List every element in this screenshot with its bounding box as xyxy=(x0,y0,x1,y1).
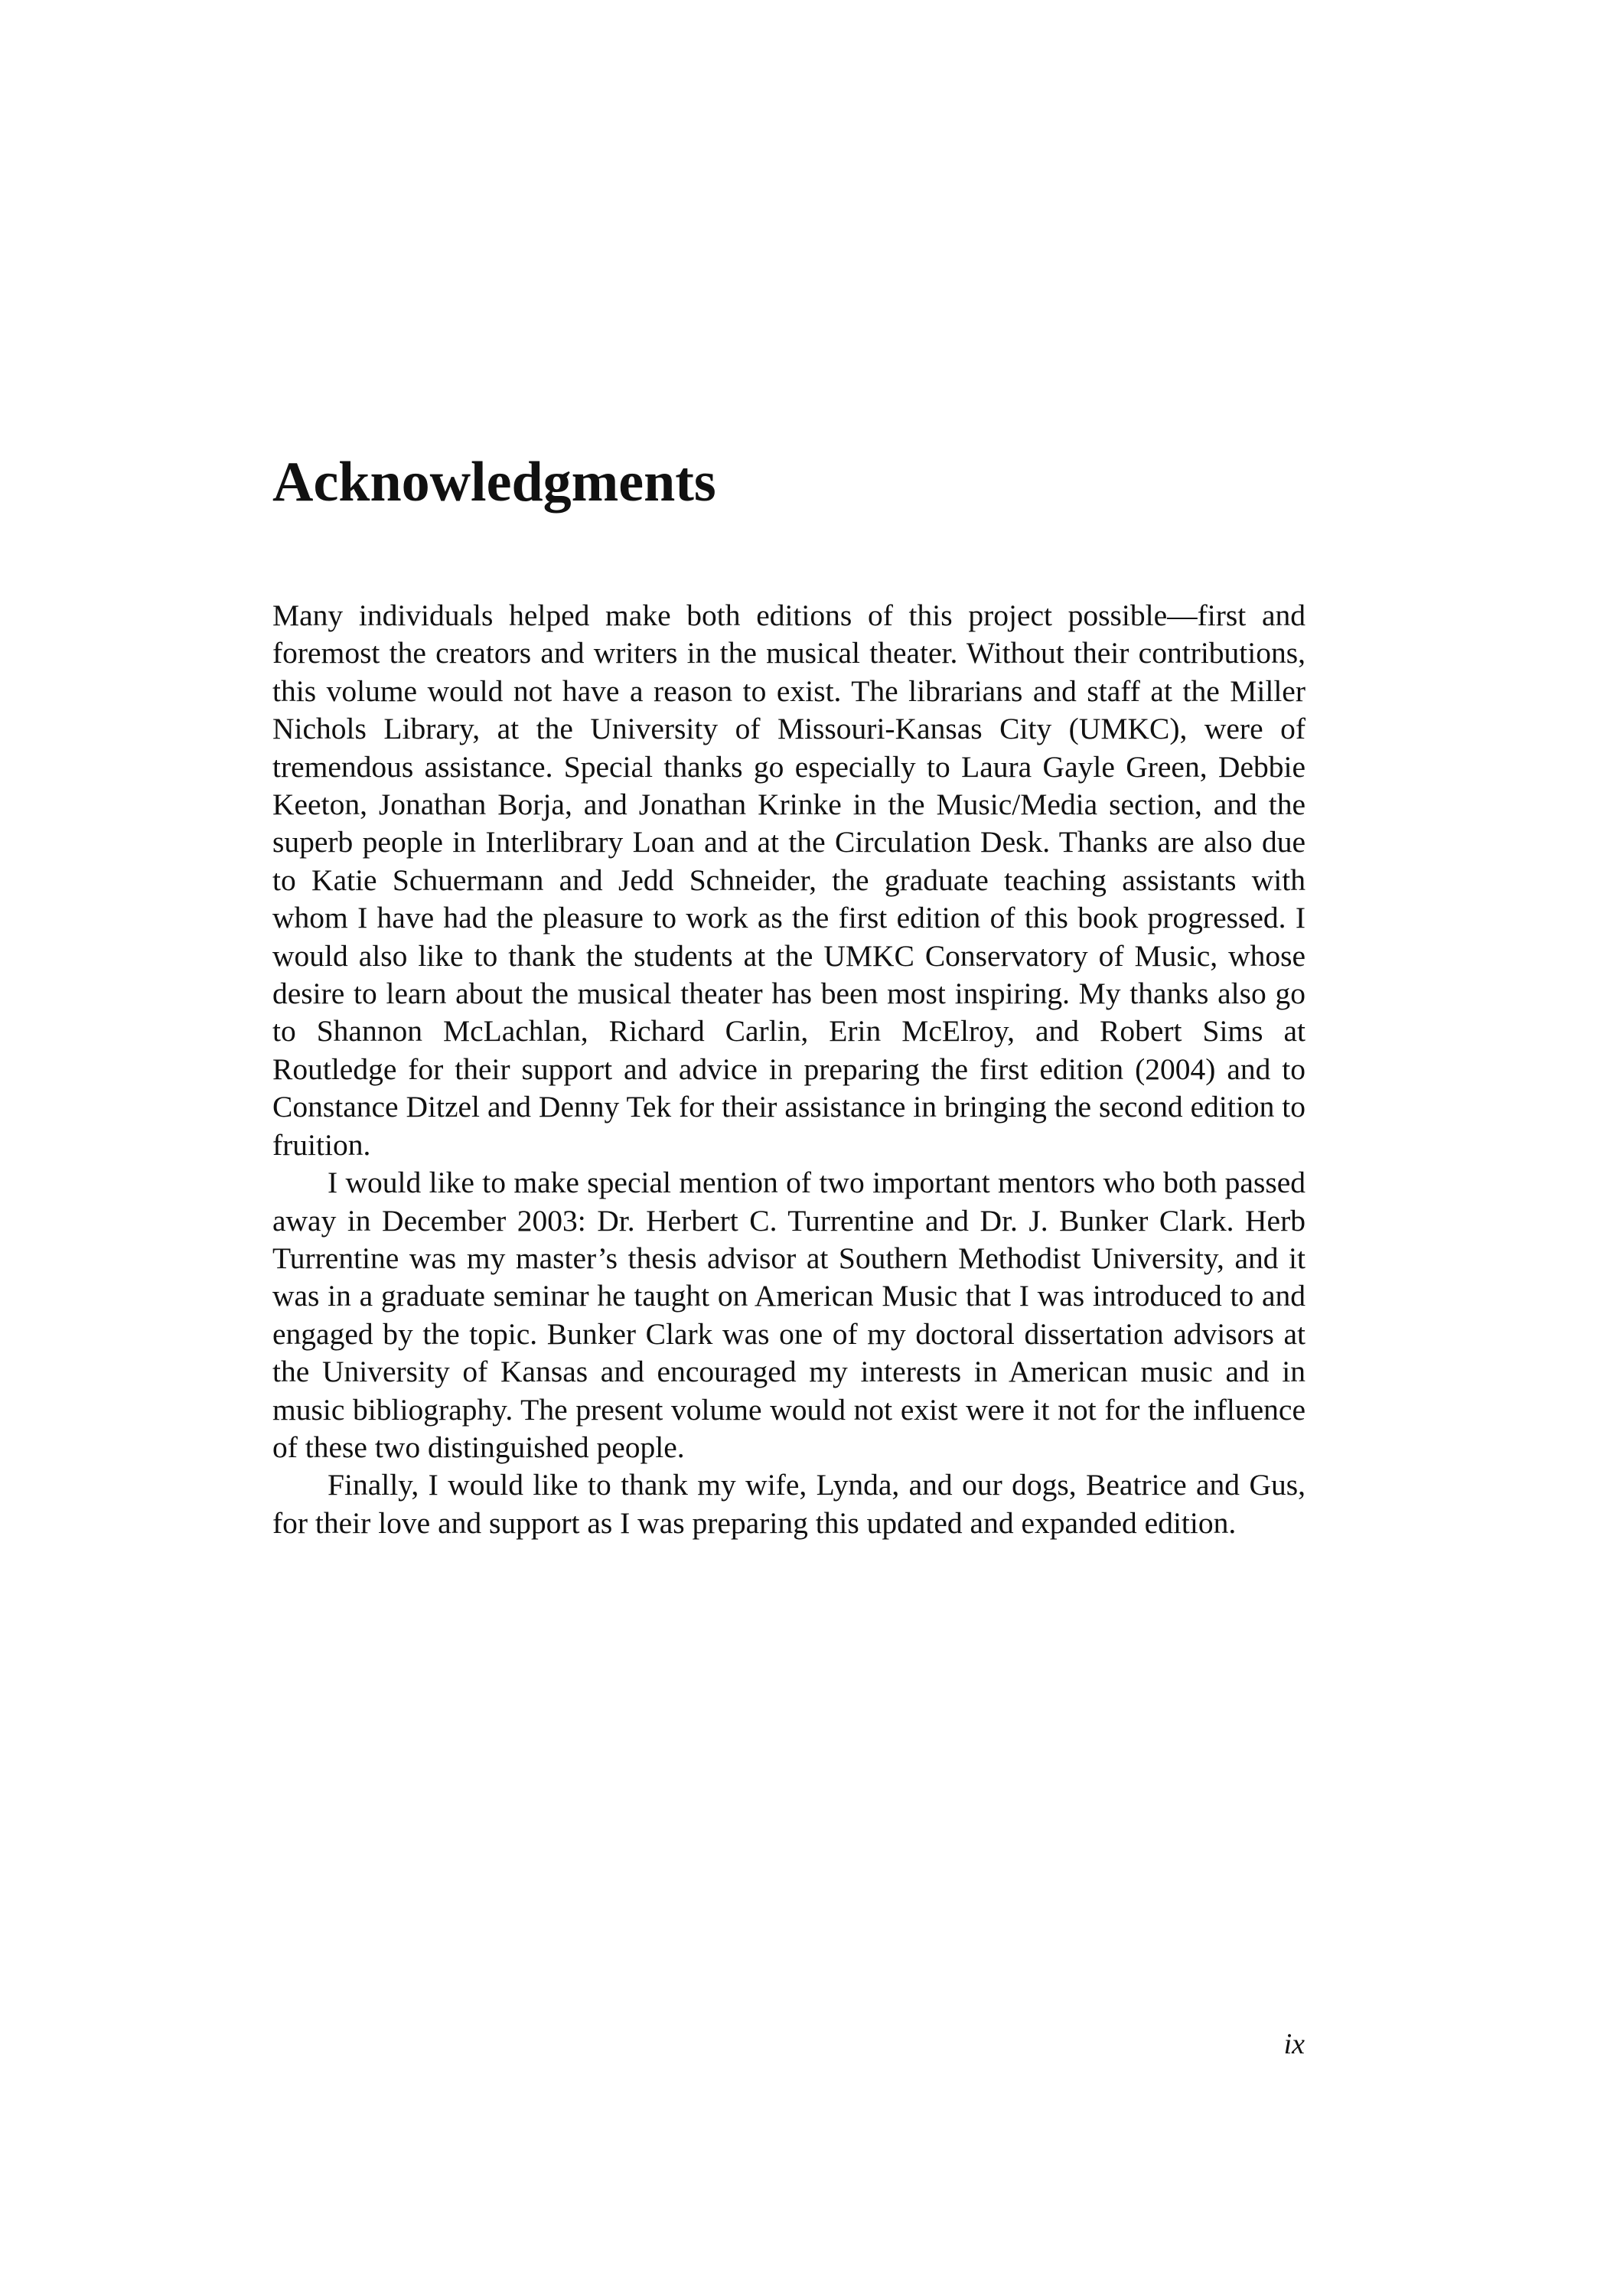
body-text xyxy=(272,597,1305,1542)
paragraph-2: I would like to make special mention of two important mentors who both passed away in December 2003: Dr. Herbert C. Turrentine and Dr. J. Bunker Clark. Herb Turrentine was my master’s thesis advisor at Southern Methodist University, and it was in a graduate seminar he taught on American Music that I was introduced to and engaged by the topic. Bunker Clark was one of my doctoral dissertation advisors at the University of Kansas and encouraged my interests in American music and in music bibliography. The present volume would not exist were it not for the influence of these two distinguished people. xyxy=(272,1166,1305,1464)
paragraph-1: Many individuals helped make both editions of this project possible—first and foremost the creators and writers in the musical theater. Without their contributions, this volume would not have a reason to exist. The librarians and staff at the Miller Nichols Library, at the University of Missouri-Kansas City (UMKC), were of tremendous assistance. Special thanks go especially to Laura Gayle Green, Debbie Keeton, Jonathan Borja, and Jonathan Krinke in the Music/Media section, and the superb people in Interlibrary Loan and at the Circulation Desk. Thanks are also due to Katie Schuermann and Jedd Schneider, the graduate teaching assistants with whom I have had the pleasure to work as the first edition of this book progressed. I would also like to thank the students at the UMKC Conservatory of Music, whose desire to learn about the musical theater has been most inspiring. My thanks also go to Shannon McLachlan, Richard Carlin, Erin McElroy, and Robert Sims at Routledge for their support and advice in preparing the first edition (2004) and to Constance Ditzel and Denny Tek for their assistance in bringing the second edition to fruition. xyxy=(272,598,1305,1162)
page-number: ix xyxy=(1283,2028,1305,2060)
paragraph-3: Finally, I would like to thank my wife, Lynda, and our dogs, Beatrice and Gus, for their love and support as I was preparing this updated and expanded edition. xyxy=(272,1468,1305,1540)
chapter-heading: Acknowledgments xyxy=(272,451,716,514)
